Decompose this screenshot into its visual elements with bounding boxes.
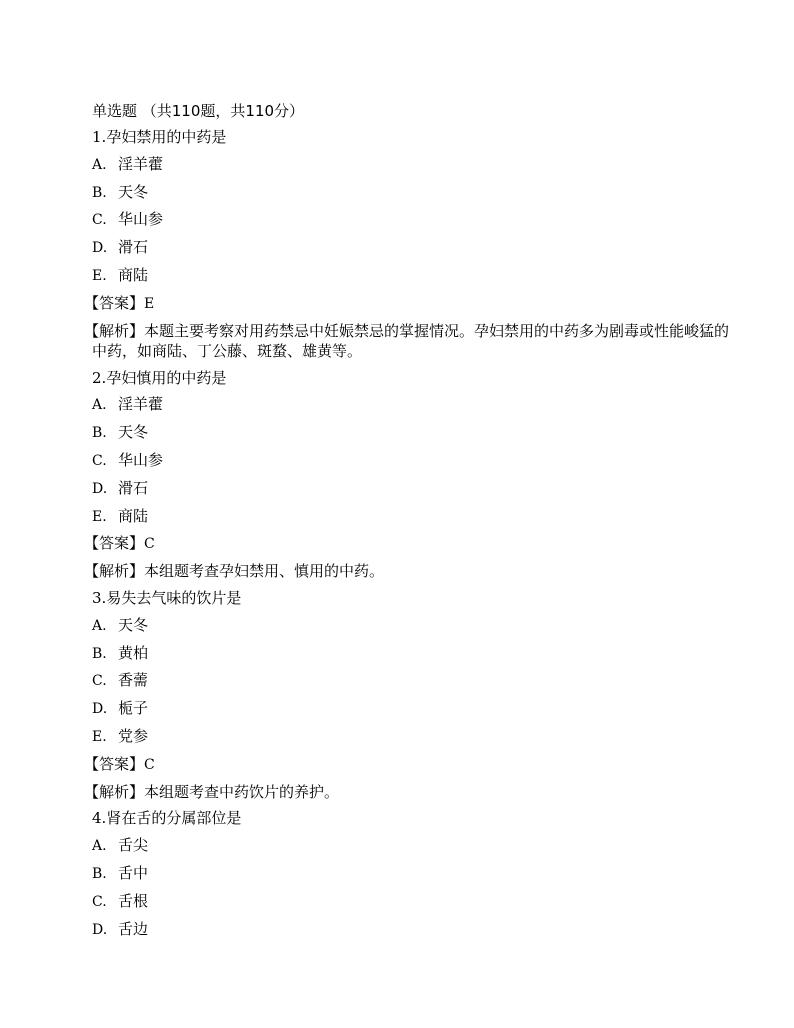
question-number: 4. xyxy=(92,809,107,828)
explanation-text: 本组题考查孕妇禁用、慎用的中药。 xyxy=(144,562,385,581)
option-text: 商陆 xyxy=(118,265,149,284)
question-1 xyxy=(84,124,732,361)
option-text: 天冬 xyxy=(118,423,149,442)
explanation xyxy=(84,558,732,585)
explanation-label: 【解析】 xyxy=(84,562,145,581)
option-text: 舌中 xyxy=(118,863,149,882)
answer-value: E xyxy=(144,295,155,312)
option-e xyxy=(92,503,732,531)
option-b xyxy=(92,419,732,447)
option-letter: C. xyxy=(92,452,107,469)
section-title: 单选题 （共110题，共110分） xyxy=(92,102,305,120)
question-3 xyxy=(84,585,732,805)
question-stem xyxy=(92,365,732,392)
exam-page xyxy=(84,98,732,943)
option-b xyxy=(92,640,732,668)
option-c xyxy=(92,888,732,916)
option-letter: C. xyxy=(92,212,107,229)
option-letter: D. xyxy=(92,921,108,938)
option-text: 舌根 xyxy=(118,891,149,910)
option-letter: D. xyxy=(92,240,108,257)
explanation xyxy=(84,779,732,806)
option-c xyxy=(92,447,732,475)
question-stem xyxy=(92,585,732,612)
option-letter: A. xyxy=(92,617,107,634)
option-letter: A. xyxy=(92,397,107,414)
option-letter: E. xyxy=(92,508,107,525)
explanation xyxy=(84,321,732,361)
option-e xyxy=(92,723,732,751)
option-a xyxy=(92,612,732,640)
option-a xyxy=(92,391,732,419)
explanation-label: 【解析】 xyxy=(84,782,145,801)
explanation-text: 本组题考查中药饮片的养护。 xyxy=(144,782,340,801)
answer-value: C xyxy=(144,536,155,553)
option-text: 舌边 xyxy=(118,919,149,938)
question-number: 2. xyxy=(92,368,107,387)
answer-label: 【答案】 xyxy=(84,293,145,312)
option-a xyxy=(92,151,732,179)
option-d xyxy=(92,695,732,723)
option-text: 华山参 xyxy=(118,210,164,229)
question-text: 孕妇慎用的中药是 xyxy=(106,368,227,387)
question-number: 1. xyxy=(92,128,107,146)
option-text: 黄柏 xyxy=(118,643,149,662)
option-letter: A. xyxy=(92,838,107,855)
option-text: 天冬 xyxy=(118,182,149,201)
explanation-text: 本题主要考察对用药禁忌中妊娠禁忌的掌握情况。孕妇禁用的中药多为剧毒或性能峻猛的中药，如商陆、丁公藤、斑蝥、雄黄等。 xyxy=(92,321,730,360)
question-4 xyxy=(92,805,732,943)
question-2 xyxy=(84,365,732,585)
option-letter: C. xyxy=(92,673,107,690)
option-b xyxy=(92,860,732,888)
answer-label: 【答案】 xyxy=(84,754,145,773)
question-number: 3. xyxy=(92,588,107,607)
option-b xyxy=(92,179,732,207)
option-letter: B. xyxy=(92,425,107,442)
option-c xyxy=(92,667,732,695)
question-text: 易失去气味的饮片是 xyxy=(106,588,242,607)
question-text: 孕妇禁用的中药是 xyxy=(106,128,227,146)
option-d xyxy=(92,475,732,503)
option-letter: D. xyxy=(92,480,108,497)
answer-line xyxy=(84,751,732,779)
answer-line xyxy=(84,530,732,558)
answer-line xyxy=(84,290,732,318)
option-text: 滑石 xyxy=(118,238,149,257)
option-text: 党参 xyxy=(118,726,149,745)
option-text: 华山参 xyxy=(118,450,164,469)
option-letter: E. xyxy=(92,728,107,745)
option-e xyxy=(92,262,732,290)
option-letter: E. xyxy=(92,267,107,284)
option-letter: B. xyxy=(92,645,107,662)
option-text: 商陆 xyxy=(118,506,149,525)
option-text: 香薷 xyxy=(118,671,149,690)
question-text: 肾在舌的分属部位是 xyxy=(106,809,242,828)
option-d xyxy=(92,234,732,262)
option-text: 天冬 xyxy=(118,615,149,634)
answer-label: 【答案】 xyxy=(84,534,145,553)
option-text: 淫羊藿 xyxy=(118,395,164,414)
option-d xyxy=(92,916,732,944)
question-stem xyxy=(92,805,732,832)
option-text: 滑石 xyxy=(118,478,149,497)
answer-value: C xyxy=(144,756,155,773)
option-letter: B. xyxy=(92,865,107,882)
option-a xyxy=(92,832,732,860)
option-text: 淫羊藿 xyxy=(118,154,164,173)
option-letter: D. xyxy=(92,701,108,718)
option-letter: A. xyxy=(92,156,107,173)
explanation-label: 【解析】 xyxy=(84,321,145,340)
option-letter: C. xyxy=(92,893,107,910)
option-letter: B. xyxy=(92,184,107,201)
option-text: 栀子 xyxy=(118,699,149,718)
option-text: 舌尖 xyxy=(118,836,149,855)
option-c xyxy=(92,206,732,234)
question-stem xyxy=(92,124,732,151)
